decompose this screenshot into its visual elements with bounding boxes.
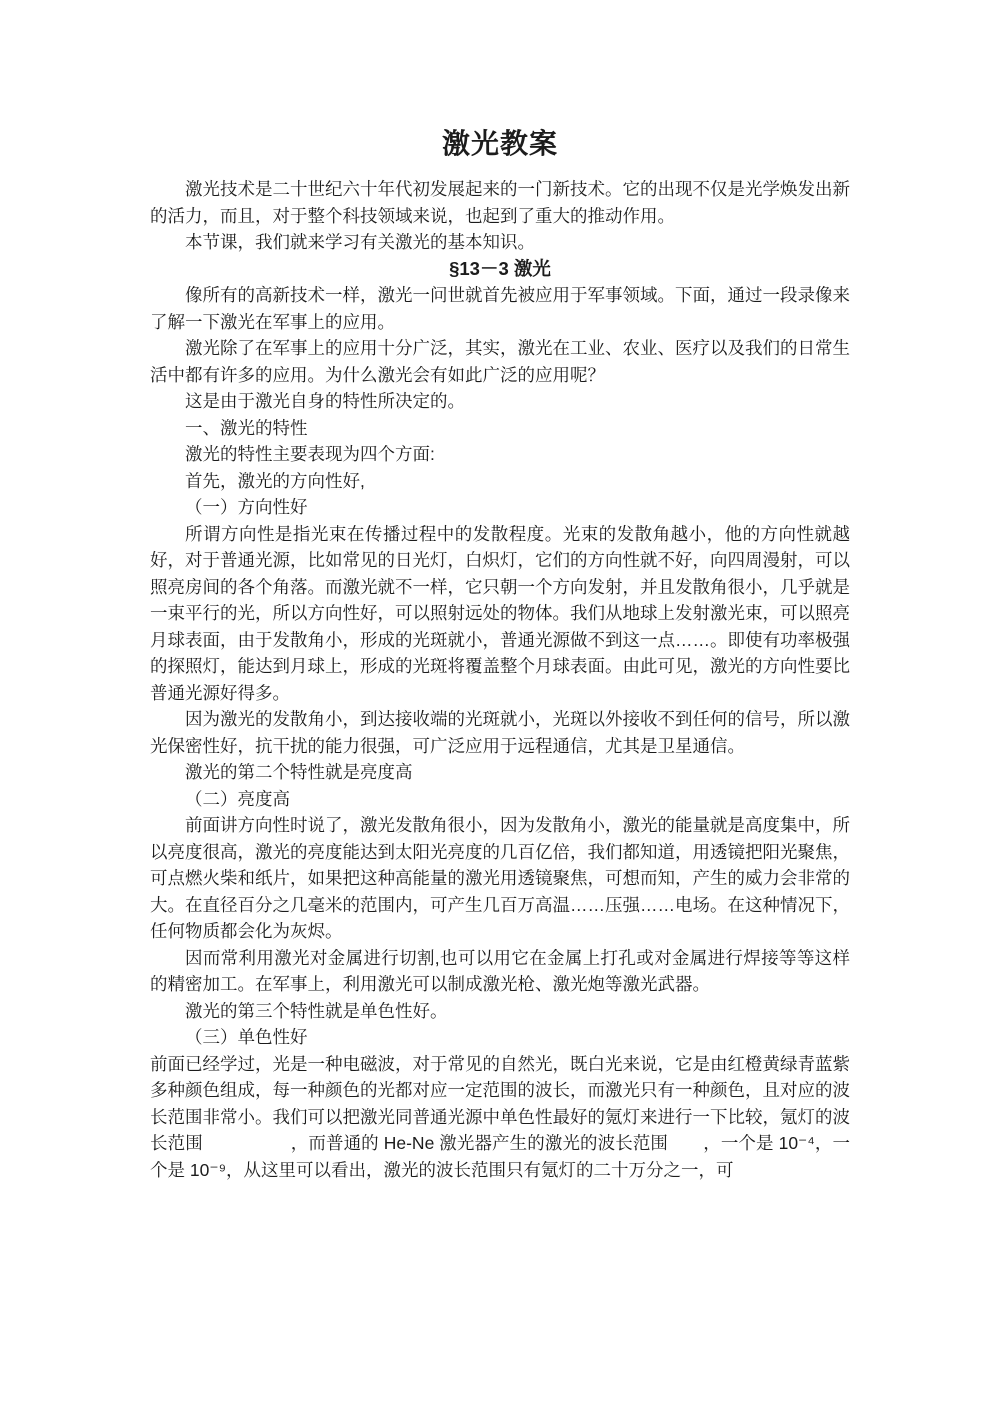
paragraph: 激光的第三个特性就是单色性好。 <box>185 1000 448 1021</box>
document-title: 激光教案 <box>441 128 558 159</box>
paragraph: 因而常利用激光对金属进行切割,也可以用它在金属上打孔或对金属进行焊接等等这样的精密加工。在军事上，利用激光可以制成激光枪、激光炮等激光武器。 <box>150 947 850 994</box>
paragraph: 本节课，我们就来学习有关激光的基本知识。 <box>185 232 535 252</box>
paragraph: 像所有的高新技术一样，激光一问世就首先被应用于军事领域。下面，通过一段录像来了解一下激光在军事上的应用。 <box>150 285 850 332</box>
paragraph: 一、激光的特性 <box>185 417 308 438</box>
paragraph: 激光的第二个特性就是亮度高 <box>185 762 413 782</box>
paragraph: 前面讲方向性时说了，激光发散角很小，因为发散角小，激光的能量就是高度集中，所以亮度很高，激光的亮度能达到太阳光亮度的几百亿倍，我们都知道，用透镜把阳光聚焦，可点燃火柴和纸片，如果把这种高能量的激光用透镜聚焦，可想而知，产生的威力会非常的大。在直径百分之几毫米的范围内，可产生几百万高温……压强……电场。在这种情况下，任何物质都会化为灰烬。 <box>150 815 850 941</box>
paragraph: 激光技术是二十世纪六十年代初发展起来的一门新技术。它的出现不仅是光学焕发出新的活力，而且，对于整个科技领域来说，也起到了重大的推动作用。 <box>150 179 850 226</box>
paragraph: 前面已经学过，光是一种电磁波，对于常见的自然光，既白光来说，它是由红橙黄绿青蓝紫多种颜色组成，每一种颜色的光都对应一定范围的波长，而激光只有一种颜色，且对应的波长范围非常小。我们可以把激光同普通光源中单色性最好的氪灯来进行一下比较，氪灯的波长范围 ，而普通的 He-Ne 激光器产生的激光的波长范围 ，一个是 10⁻⁴，一个是 10⁻⁹，从这里可以看出，激光的波长范围只有氪灯的二十万分之一，可 <box>150 1053 850 1180</box>
paragraph: （三）单色性好 <box>185 1027 308 1047</box>
paragraph: 激光除了在军事上的应用十分广泛，其实，激光在工业、农业、医疗以及我们的日常生活中都有许多的应用。为什么激光会有如此广泛的应用呢？ <box>150 338 850 385</box>
paragraph: 首先，激光的方向性好, <box>185 470 365 491</box>
paragraph: 因为激光的发散角小，到达接收端的光斑就小，光斑以外接收不到任何的信号，所以激光保密性好，抗干扰的能力很强，可广泛应用于远程通信，尤其是卫星通信。 <box>150 709 850 756</box>
paragraph: 激光的特性主要表现为四个方面: <box>185 444 435 464</box>
section-heading: §13－3 激光 <box>449 257 551 279</box>
paragraph: （二）亮度高 <box>185 788 290 809</box>
paragraph: 所谓方向性是指光束在传播过程中的发散程度。光束的发散角越小，他的方向性就越好，对于普通光源，比如常见的日光灯，白炽灯，它们的方向性就不好，向四周漫射，可以照亮房间的各个角落。而激光就不一样，它只朝一个方向发射，并且发散角很小，几乎就是一束平行的光，所以方向性好，可以照射远处的物体。我们从地球上发射激光束，可以照亮月球表面，由于发散角小，形成的光斑就小，普通光源做不到这一点……。即使有功率极强的探照灯，能达到月球上，形成的光斑将覆盖整个月球表面。由此可见，激光的方向性要比普通光源好得多。 <box>150 523 850 703</box>
paragraph: （一）方向性好 <box>185 497 308 517</box>
document-body <box>150 176 850 1183</box>
document-content <box>150 124 850 1183</box>
paragraph: 这是由于激光自身的特性所决定的。 <box>185 391 465 411</box>
